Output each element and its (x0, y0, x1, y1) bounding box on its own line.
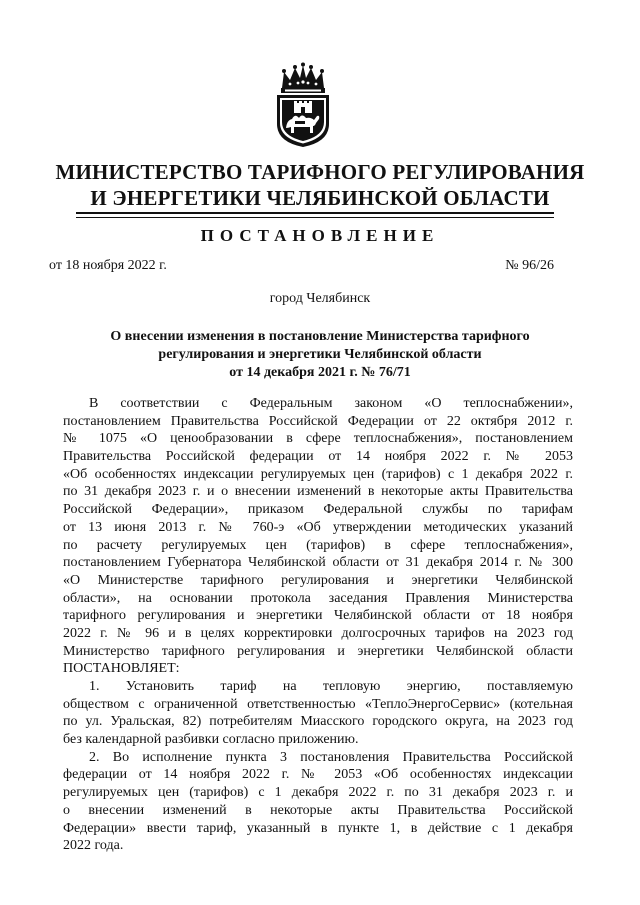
body-line: от 13 июня 2013 г. № 760-э «Об утверждении методических указаний (63, 519, 573, 535)
document-number: № 96/26 (505, 258, 554, 273)
body-line: «О Министерстве тарифного регулирования и энергетики Челябинской (63, 572, 573, 588)
body-line: Российской Федерации», приказом Федеральной службы по тарифам (63, 502, 573, 518)
subject-line: регулирования и энергетики Челябинской области (158, 347, 482, 362)
document-city: город Челябинск (269, 291, 371, 306)
document-date: от 18 ноября 2022 г. (49, 258, 167, 273)
body-line: обществом с ограниченной ответственностью «ТеплоЭнергоСервис» (котельная (63, 696, 573, 712)
body-line: № 1075 «О ценообразовании в сфере теплоснабжения», постановлением (63, 431, 573, 447)
header-divider-thin (76, 217, 554, 218)
body-line: ПОСТАНОВЛЯЕТ: (63, 661, 180, 677)
body-line: без календарной разбивки согласно приложению. (63, 732, 359, 748)
subject-line: О внесении изменения в постановление Министерства тарифного (110, 329, 530, 344)
body-line: Федерации» ввести тариф, указанный в пункте 1, в действие с 1 декабря (63, 820, 573, 836)
body-line: 1. Установить тариф на тепловую энергию, поставляемую (89, 679, 573, 694)
body-line: по расчету регулируемых цен (тарифов) в сфере теплоснабжения», (63, 537, 573, 553)
body-line: Министерство тарифного регулирования и энергетики Челябинской области (63, 643, 573, 659)
body-line: о внесении изменений в некоторые акты Правительства Российской (63, 802, 573, 818)
ministry-title-line1: МИНИСТЕРСТВО ТАРИФНОГО РЕГУЛИРОВАНИЯ (55, 160, 585, 184)
body-line: постановлением Губернатора Челябинской области от 31 декабря 2014 г. № 300 (63, 555, 573, 571)
document-body (63, 395, 573, 855)
body-line: по 31 декабря 2023 г. и о внесении изменений в некоторые акты Правительства (63, 484, 573, 500)
body-line: федерации от 14 ноября 2022 г. № 2053 «Об особенностях индексации (63, 767, 573, 783)
body-line: по ул. Уральская, 82) потребителям Миасского городского округа, на 2023 год (63, 714, 573, 730)
body-line: постановлением Правительства Российской Федерации от 22 октября 2012 г. (63, 413, 573, 429)
body-line: 2. Во исполнение пункта 3 постановления Правительства Российской (89, 749, 573, 765)
header-divider-thick (76, 212, 554, 214)
body-line: 2022 г. № 96 и в целях корректировки долгосрочных тарифов на 2023 год (63, 625, 573, 641)
body-line: 2022 года. (63, 838, 124, 854)
body-line: тарифного регулирования и энергетики Челябинской области от 18 ноября (63, 608, 573, 624)
ministry-title-line2: И ЭНЕРГЕТИКИ ЧЕЛЯБИНСКОЙ ОБЛАСТИ (90, 186, 550, 210)
document-type-heading: ПОСТАНОВЛЕНИЕ (200, 226, 440, 245)
body-line: регулируемых цен (тарифов) с 1 декабря 2022 г. по 31 декабря 2023 г. и (63, 785, 573, 801)
body-line: «Об особенностях индексации регулируемых цен (тарифов) с 1 декабря 2022 г. (63, 466, 573, 482)
body-line: Правительства Российской федерации от 14 ноября 2022 г. № 2053 (63, 449, 573, 465)
coat-of-arms-icon (272, 62, 334, 148)
body-line: В соответствии с Федеральным законом «О теплоснабжении», (89, 396, 573, 411)
subject-line: от 14 декабря 2021 г. № 76/71 (229, 365, 411, 380)
body-line: области», на основании протокола заседания Правления Министерства (63, 590, 573, 606)
